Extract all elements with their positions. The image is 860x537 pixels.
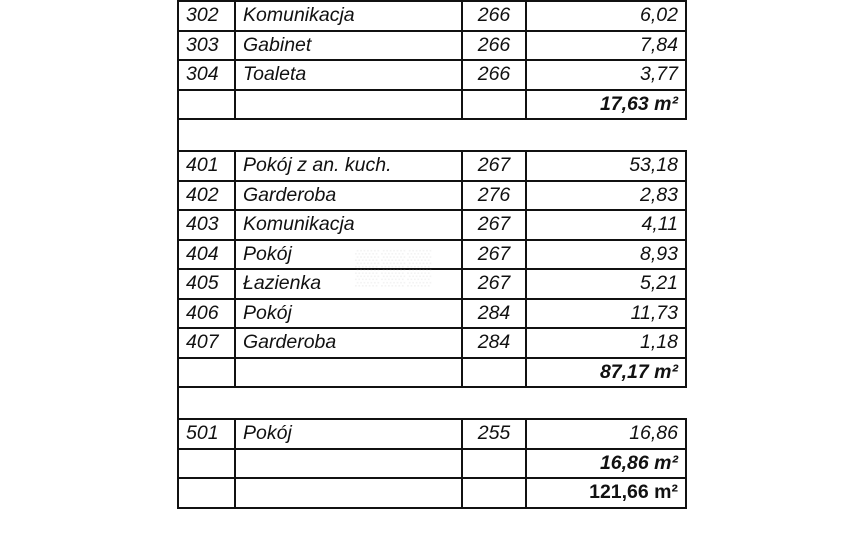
table-row [178, 181, 686, 211]
table-row [178, 31, 686, 61]
grand-total-row [178, 478, 686, 508]
room-code: 284 [462, 299, 526, 329]
spacer-cell [235, 119, 462, 151]
room-number: 304 [178, 60, 235, 90]
empty-cell [235, 358, 462, 388]
room-area: 11,73 [526, 299, 686, 329]
room-name: Komunikacja [235, 1, 462, 31]
group-spacer [178, 119, 686, 151]
spacer-cell [235, 387, 462, 419]
room-area: 5,21 [526, 269, 686, 299]
subtotal-value: 16,86 m² [526, 449, 686, 479]
room-number: 403 [178, 210, 235, 240]
room-code: 284 [462, 328, 526, 358]
room-area: 6,02 [526, 1, 686, 31]
room-number: 303 [178, 31, 235, 61]
room-number: 401 [178, 151, 235, 181]
room-number: 402 [178, 181, 235, 211]
subtotal-row [178, 449, 686, 479]
table-row [178, 269, 686, 299]
room-name: Pokój [235, 240, 462, 270]
room-area: 1,18 [526, 328, 686, 358]
table-row [178, 328, 686, 358]
room-name: Komunikacja [235, 210, 462, 240]
empty-cell [462, 90, 526, 120]
room-name: Gabinet [235, 31, 462, 61]
room-name: Garderoba [235, 181, 462, 211]
room-number: 406 [178, 299, 235, 329]
room-area: 7,84 [526, 31, 686, 61]
room-code: 266 [462, 60, 526, 90]
empty-cell [178, 358, 235, 388]
room-area: 8,93 [526, 240, 686, 270]
subtotal-row [178, 358, 686, 388]
room-name: Pokój [235, 299, 462, 329]
room-code: 255 [462, 419, 526, 449]
room-number: 405 [178, 269, 235, 299]
room-area-table [177, 0, 687, 509]
empty-cell [235, 478, 462, 508]
room-name: Garderoba [235, 328, 462, 358]
room-name: Toaleta [235, 60, 462, 90]
spacer-cell [178, 119, 235, 151]
table-row [178, 1, 686, 31]
room-number: 407 [178, 328, 235, 358]
table-row [178, 60, 686, 90]
empty-cell [235, 449, 462, 479]
empty-cell [178, 449, 235, 479]
empty-cell [462, 358, 526, 388]
room-code: 266 [462, 1, 526, 31]
empty-cell [462, 478, 526, 508]
table-row [178, 240, 686, 270]
room-area: 16,86 [526, 419, 686, 449]
room-area: 3,77 [526, 60, 686, 90]
spacer-cell [462, 119, 526, 151]
room-number: 501 [178, 419, 235, 449]
room-code: 267 [462, 240, 526, 270]
table-row [178, 151, 686, 181]
table-row [178, 299, 686, 329]
room-code: 276 [462, 181, 526, 211]
room-name: Łazienka [235, 269, 462, 299]
room-code: 266 [462, 31, 526, 61]
spacer-cell [526, 119, 686, 151]
subtotal-value: 87,17 m² [526, 358, 686, 388]
group-spacer [178, 387, 686, 419]
empty-cell [178, 478, 235, 508]
room-number: 404 [178, 240, 235, 270]
room-area: 4,11 [526, 210, 686, 240]
room-name: Pokój z an. kuch. [235, 151, 462, 181]
room-code: 267 [462, 210, 526, 240]
room-code: 267 [462, 269, 526, 299]
room-code: 267 [462, 151, 526, 181]
table-row [178, 419, 686, 449]
faint-watermark: ▒▒▒ [355, 248, 434, 286]
room-area-sheet [177, 0, 685, 509]
subtotal-row [178, 90, 686, 120]
subtotal-value: 17,63 m² [526, 90, 686, 120]
spacer-cell [462, 387, 526, 419]
room-area: 53,18 [526, 151, 686, 181]
spacer-cell [178, 387, 235, 419]
empty-cell [178, 90, 235, 120]
grand-total-value: 121,66 m² [526, 478, 686, 508]
room-area: 2,83 [526, 181, 686, 211]
empty-cell [235, 90, 462, 120]
table-row [178, 210, 686, 240]
room-name: Pokój [235, 419, 462, 449]
room-number: 302 [178, 1, 235, 31]
empty-cell [462, 449, 526, 479]
spacer-cell [526, 387, 686, 419]
